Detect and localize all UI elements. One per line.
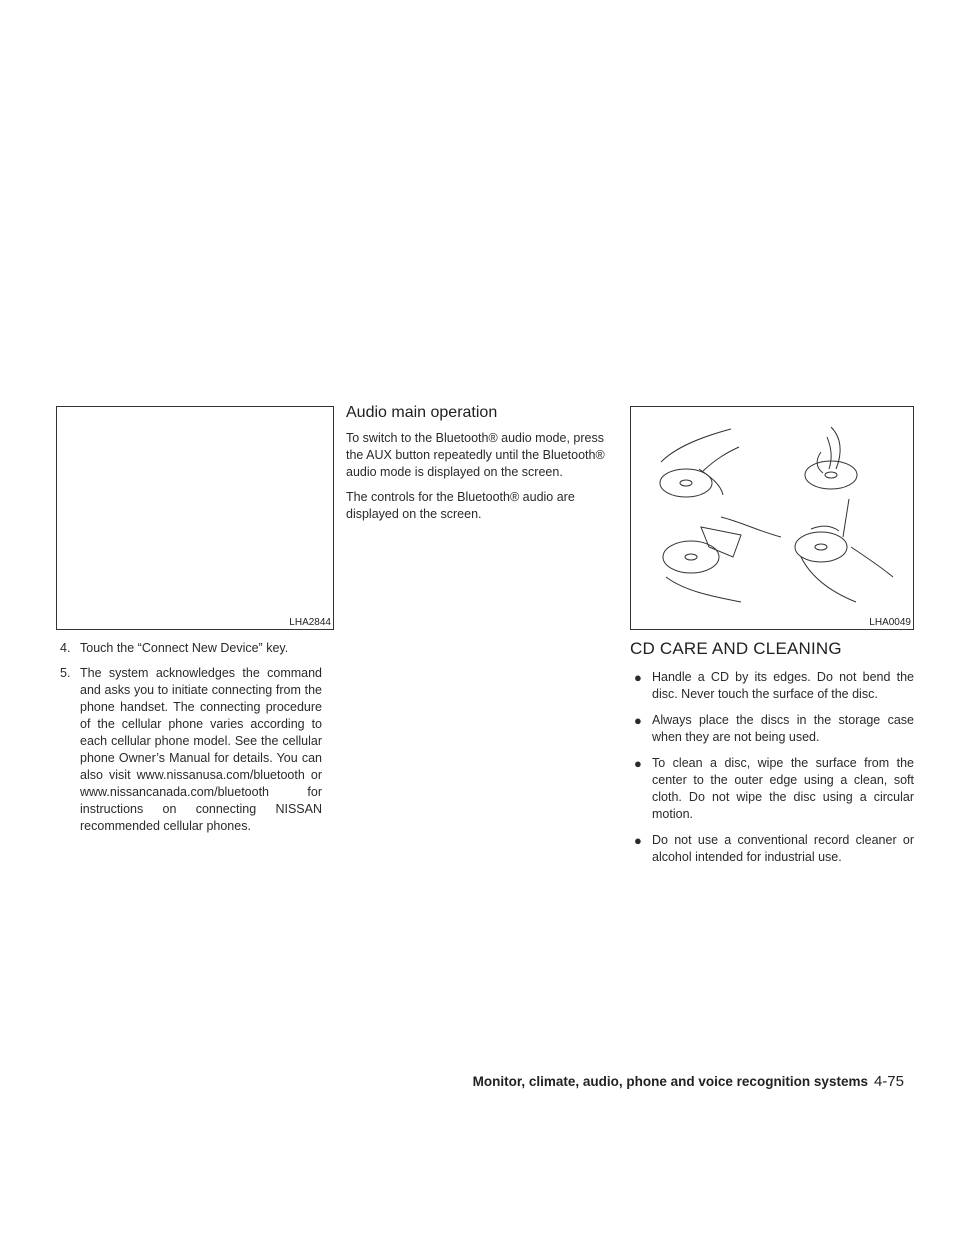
audio-section: [346, 404, 610, 523]
cd-care-bullet-1-text: Handle a CD by its edges. Do not bend the disc. Never touch the surface of the disc.: [652, 670, 914, 701]
cd-care-bullet-4: [630, 832, 914, 866]
step-5-number: 5.: [60, 666, 71, 680]
right-figure: [630, 406, 914, 630]
cd-handling-illustration-icon: [631, 407, 913, 617]
cd-care-bullet-2-text: Always place the discs in the storage case when they are not being used.: [652, 713, 914, 744]
step-4-text: Touch the “Connect New Device” key.: [80, 641, 289, 655]
left-figure: [56, 406, 334, 630]
cd-care-bullet-1: [630, 669, 914, 703]
cd-care-bullet-2: [630, 712, 914, 746]
footer-section-name: Monitor, climate, audio, phone and voice recognition systems: [472, 1074, 868, 1089]
steps-list: [60, 640, 322, 843]
step-4: [60, 640, 322, 657]
footer-section-title: [473, 1073, 904, 1090]
left-figure-code: LHA2844: [289, 617, 331, 628]
step-4-number: 4.: [60, 641, 71, 655]
step-5: [60, 665, 322, 835]
audio-paragraph-2: The controls for the Bluetooth® audio are displayed on the screen.: [346, 490, 575, 521]
cd-care-heading: CD CARE AND CLEANING: [630, 639, 842, 658]
bullet-dot-icon: ●: [634, 713, 642, 728]
cd-care-bullet-3: [630, 755, 914, 823]
cd-care-bullet-3-text: To clean a disc, wipe the surface from the center to the outer edge using a clean, soft cloth. Do not wipe the disc using a circular motion.: [652, 756, 914, 821]
cd-care-bullet-4-text: Do not use a conventional record cleaner or alcohol intended for industrial use.: [652, 833, 914, 864]
bullet-dot-icon: ●: [634, 670, 642, 685]
step-5-text: The system acknowledges the command and asks you to initiate connecting from the phone handset. The connecting procedure of the cellular phone varies according to each cellular phone model. See the cellular phone Owner’s Manual for details. You can also visit www.nissanusa.com/bluetooth or www.nissancanada.com/bluetooth for instructions on connecting NISSAN recommended cellular phones.: [80, 666, 322, 833]
bullet-dot-icon: ●: [634, 756, 642, 771]
bullet-dot-icon: ●: [634, 833, 642, 848]
audio-heading: Audio main operation: [346, 404, 498, 421]
audio-paragraph-1: To switch to the Bluetooth® audio mode, press the AUX button repeatedly until the Bluetooth® audio mode is displayed on the screen.: [346, 431, 605, 479]
right-figure-code: LHA0049: [869, 617, 911, 628]
cd-care-section: [630, 639, 914, 875]
page-number: 4-75: [873, 1073, 904, 1090]
